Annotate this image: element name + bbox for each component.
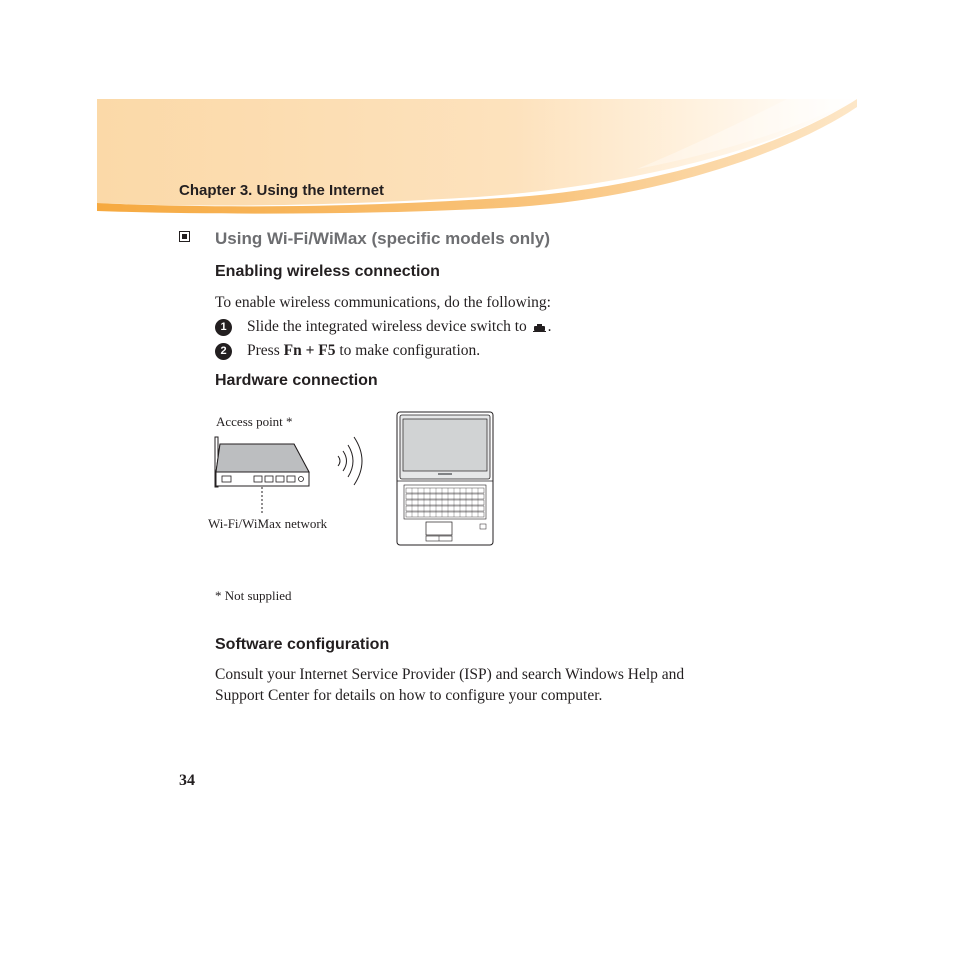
footnote: * Not supplied — [215, 588, 292, 603]
enabling-intro: To enable wireless communications, do the following: — [215, 294, 551, 311]
section-bullet-icon — [179, 231, 190, 242]
step-2-text — [247, 342, 480, 360]
step-1-text — [247, 318, 552, 336]
hardware-heading: Hardware connection — [215, 372, 378, 389]
step-1-text-after: . — [547, 318, 552, 335]
access-point-router-icon — [212, 434, 312, 516]
step-2-number: 2 — [215, 343, 232, 360]
wireless-signal-icon — [330, 434, 370, 490]
step-1-number: 1 — [215, 319, 232, 336]
enabling-heading: Enabling wireless connection — [215, 263, 440, 280]
software-heading: Software configuration — [215, 636, 390, 653]
laptop-icon — [396, 411, 494, 546]
section-title: Using Wi-Fi/WiMax (specific models only) — [215, 229, 551, 248]
chapter-title: Chapter 3. Using the Internet — [179, 182, 385, 199]
page-number: 34 — [179, 772, 195, 789]
network-label: Wi-Fi/WiMax network — [208, 516, 328, 531]
access-point-label: Access point * — [216, 414, 293, 429]
step-1-text-before: Slide the integrated wireless device switch to — [247, 318, 527, 335]
step-2-text-before: Press — [247, 342, 280, 359]
wireless-switch-icon — [533, 323, 546, 332]
step-2-text-after: to make configuration. — [339, 342, 481, 359]
software-text-line2: Support Center for details on how to configure your computer. — [215, 687, 603, 704]
step-2-keys: Fn + F5 — [283, 342, 336, 359]
software-text-line1: Consult your Internet Service Provider (ISP) and search Windows Help and — [215, 666, 685, 683]
